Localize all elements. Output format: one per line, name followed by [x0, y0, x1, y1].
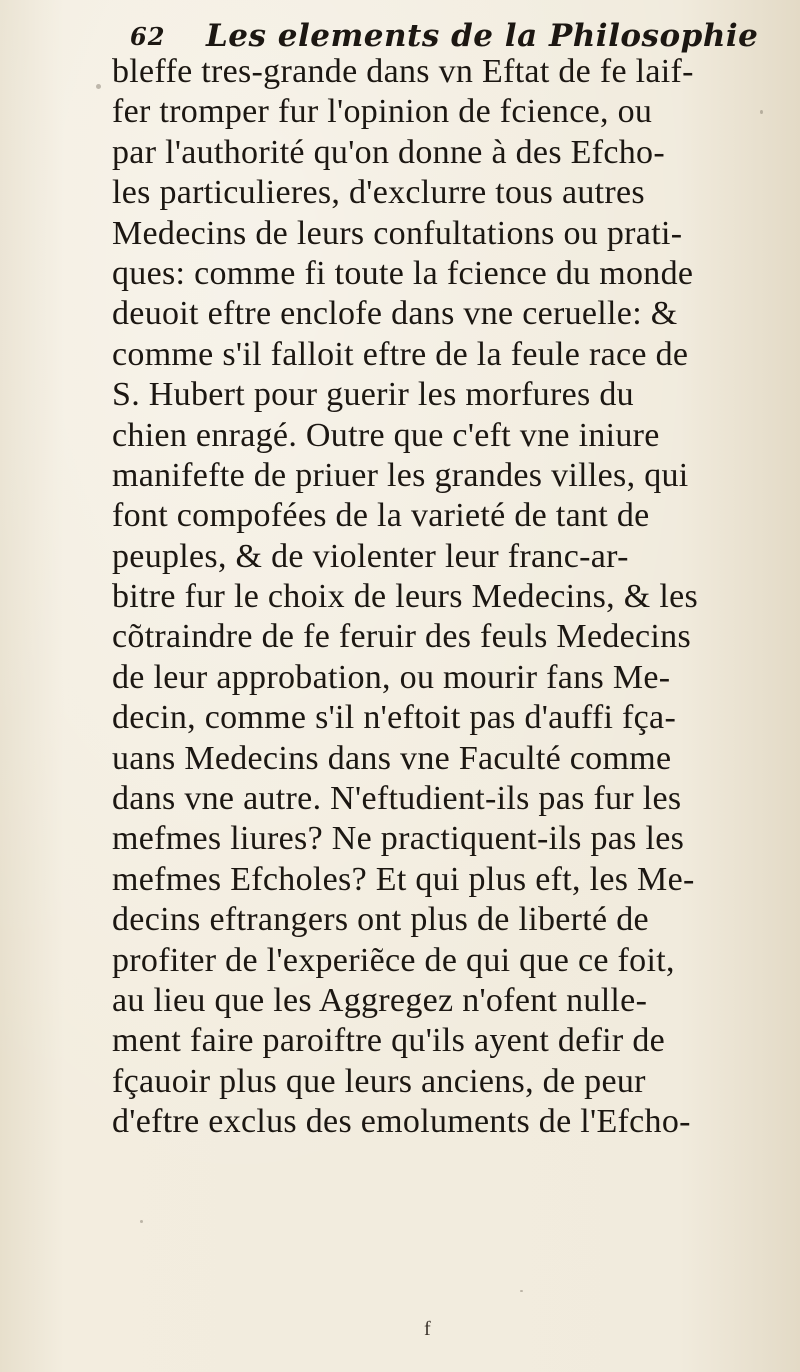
paper-speck: [760, 110, 763, 114]
running-title: Les elements de la Philosophie: [206, 18, 759, 54]
text-line: chien enragé. Outre que c'eft vne iniure: [112, 416, 660, 454]
text-line: bleffe tres-grande dans vn Eftat de fe laif-: [112, 53, 694, 90]
text-line: mefmes Efcholes? Et qui plus eft, les Me-: [112, 860, 695, 898]
text-line: d'eftre exclus des emoluments de l'Efcho-: [112, 1103, 691, 1141]
text-line: deuoit eftre enclofe dans vne ceruelle: &: [112, 295, 678, 333]
paper-speck: [96, 84, 101, 89]
text-line: les particulieres, d'exclurre tous autres: [112, 174, 645, 212]
text-line: fçauoir plus que leurs anciens, de peur: [112, 1062, 646, 1100]
text-line: par l'authorité qu'on donne à des Efcho-: [112, 133, 665, 171]
paper-speck: [520, 1290, 523, 1292]
text-line: S. Hubert pour guerir les morfures du: [112, 376, 634, 414]
text-line: cõtraindre de fe feruir des feuls Medecins: [112, 618, 692, 656]
text-line: ment faire paroiftre qu'ils ayent defir de: [112, 1022, 666, 1060]
paper-speck: [140, 1220, 143, 1223]
text-line: Medecins de leurs confultations ou prati-: [112, 214, 683, 252]
body-text: [112, 52, 792, 1143]
text-line: peuples, & de violenter leur franc-ar-: [112, 537, 629, 575]
text-line: uans Medecins dans vne Faculté comme: [112, 739, 672, 777]
text-line: mefmes liures? Ne practiquent-ils pas les: [112, 820, 685, 858]
text-line: decin, comme s'il n'eftoit pas d'auffi fça-: [112, 699, 677, 737]
text-line: au lieu que les Aggregez n'ofent nulle-: [112, 981, 648, 1019]
text-line: fer tromper fur l'opinion de fcience, ou: [112, 93, 653, 131]
footer-mark: f: [424, 1318, 431, 1340]
text-line: bitre fur le choix de leurs Medecins, & les: [112, 578, 699, 616]
text-line: manifefte de priuer les grandes villes, qui: [112, 456, 689, 494]
text-line: ques: comme fi toute la fcience du monde: [112, 254, 694, 292]
text-line: decins eftrangers ont plus de liberté de: [112, 901, 649, 939]
text-line: de leur approbation, ou mourir fans Me-: [112, 658, 671, 696]
text-line: comme s'il falloit eftre de la feule race de: [112, 335, 689, 373]
text-line: font compofées de la varieté de tant de: [112, 497, 650, 535]
text-line: dans vne autre. N'eftudient-ils pas fur les: [112, 780, 682, 818]
text-line: profiter de l'experiẽce de qui que ce foit,: [112, 941, 675, 979]
page-number: 62: [130, 22, 166, 51]
